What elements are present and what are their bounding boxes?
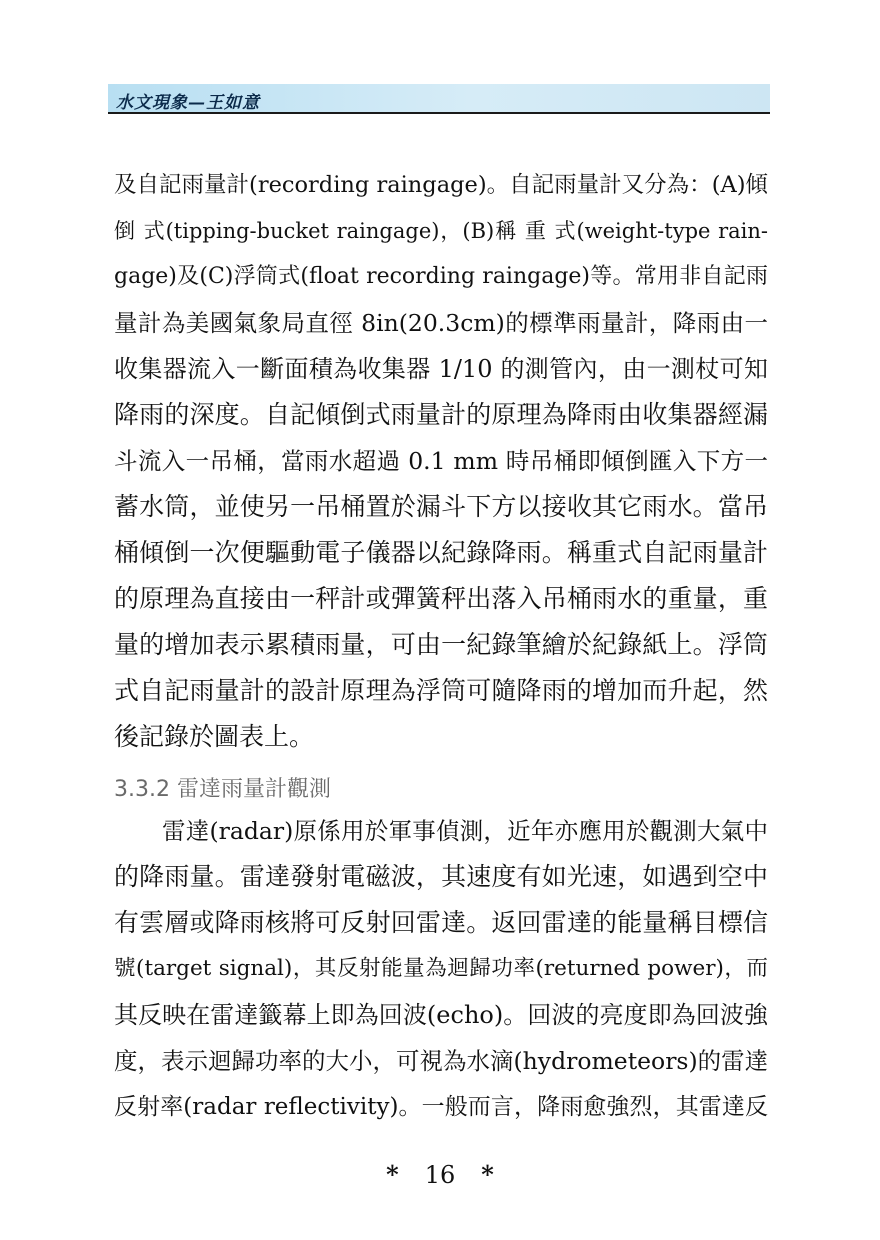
page-footer [0, 1160, 880, 1189]
footer-star-right: * [481, 1160, 494, 1189]
paragraph-1-line: 降雨的深度。自記傾倒式雨量計的原理為降雨由收集器經漏 [114, 400, 768, 429]
running-header-title: 水文現象—王如意 [116, 93, 260, 113]
paragraph-1-line: 蓄水筒，並使另一吊桶置於漏斗下方以接收其它雨水。當吊 [114, 492, 768, 521]
paragraph-2-line: 度，表示迴歸功率的大小，可視為水滴(hydrometeors)的雷達 [114, 1047, 769, 1075]
paragraph-2-line: 的降雨量。雷達發射電磁波，其速度有如光速，如遇到空中 [114, 862, 768, 891]
paragraph-2-line: 雷達(radar)原係用於軍事偵測，近年亦應用於觀測大氣中 [162, 817, 768, 845]
paragraph-2-line: 號(target signal)，其反射能量為迴歸功率(returned power)，而 [114, 956, 768, 981]
paragraph-1-line: 斗流入一吊桶，當雨水超過 0.1 mm 時吊桶即傾倒匯入下方一 [114, 447, 768, 475]
paragraph-1-line: 收集器流入一斷面積為收集器 1/10 的測管內，由一測杖可知 [114, 355, 768, 383]
paragraph-1-line: 式自記雨量計的設計原理為浮筒可隨降雨的增加而升起，然 [114, 676, 768, 705]
paragraph-1-line: 倒 式(tipping-bucket raingage)，(B)稱 重 式(weight-type rain- [114, 219, 768, 243]
page-number: 16 [424, 1161, 456, 1189]
paragraph-1-line: 後記錄於圖表上。 [114, 722, 315, 751]
footer-star-left: * [386, 1160, 399, 1189]
paragraph-1-line: 的原理為直接由一秤計或彈簧秤出落入吊桶雨水的重量，重 [114, 584, 768, 613]
paragraph-1-line: 量計為美國氣象局直徑 8in(20.3cm)的標準雨量計，降雨由一 [114, 309, 768, 337]
paragraph-2-line: 有雲層或降雨核將可反射回雷達。返回雷達的能量稱目標信 [114, 908, 768, 937]
paragraph-1-line: 桶傾倒一次便驅動電子儀器以紀錄降雨。稱重式自記雨量計 [114, 538, 768, 567]
paragraph-1-line: 及自記雨量計(recording raingage)。自記雨量計又分為：(A)傾 [114, 172, 768, 198]
paragraph-1-line: 量的增加表示累積雨量，可由一紀錄筆繪於紀錄紙上。浮筒 [114, 630, 768, 659]
paragraph-1-line: gage)及(C)浮筒式(float recording raingage)等。常用非自記雨 [114, 264, 768, 289]
paragraph-2-line: 其反映在雷達籤幕上即為回波(echo)。回波的亮度即為回波強 [114, 1001, 768, 1029]
section-heading: 3.3.2 雷達雨量計觀測 [114, 777, 331, 802]
paragraph-2-line: 反射率(radar reflectivity)。一般而言，降雨愈強烈，其雷達反 [114, 1094, 768, 1120]
